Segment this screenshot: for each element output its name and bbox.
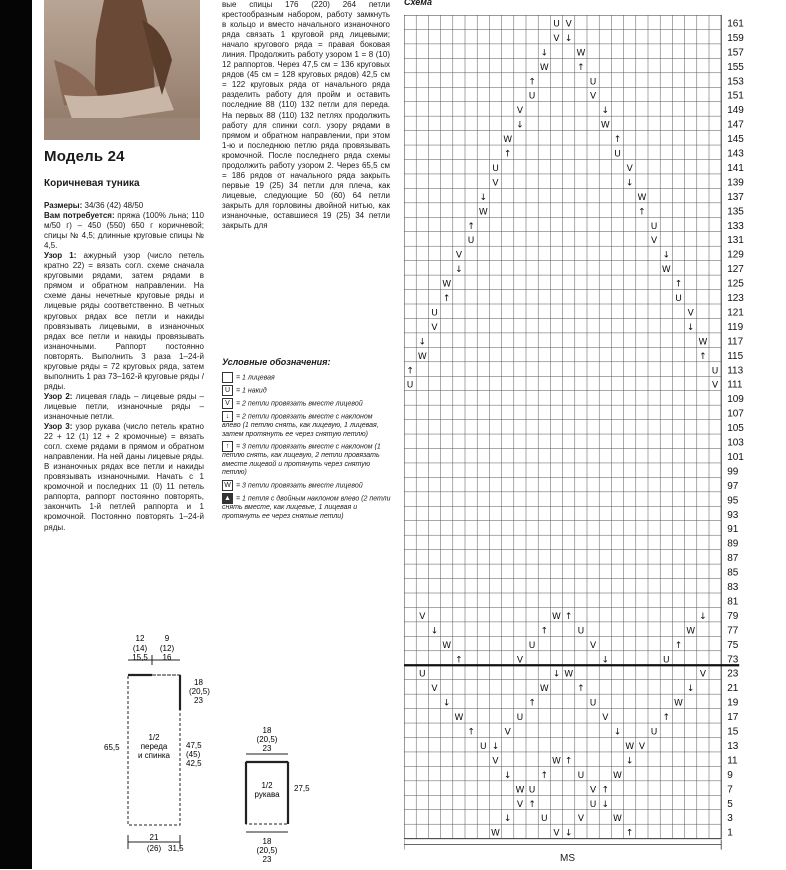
legend-item: V = 2 петли провязать вместе лицевой	[222, 398, 392, 409]
chart-symbol: W	[454, 713, 464, 724]
chart-symbol: U	[419, 669, 426, 680]
paragraph-pattern-3: Узор 3: узор рукава (число петель кратно 22 + 12 (1) 12 + 2 кромочные) = вязать согл. схеме рядами в прямом и обратном направлении. На ней даны лицевые ряды. В изнаночных рядах все петли и накиды провязывать изнаночными. Начать с 1 кромочной и последних 11 (0) 11 петель раппорта, раппорт постоянно повторять, закончить 1-й петлей раппорта и 1 кромочной. Постоянно повторять 1–24-й ряды.	[44, 422, 205, 532]
row-number: 113	[727, 365, 744, 377]
chart-symbol: W	[491, 828, 500, 839]
row-number: 91	[727, 524, 739, 536]
chart-symbol: W	[503, 135, 513, 146]
chart-symbol: ↓	[540, 48, 549, 59]
svg-text:(20,5): (20,5)	[189, 687, 210, 696]
row-number: 129	[727, 249, 744, 261]
chart-symbol: V	[590, 91, 597, 102]
row-number: 95	[727, 495, 739, 507]
legend-item: U = 1 накид	[222, 385, 392, 396]
row-number: 7	[727, 784, 733, 796]
chart-symbol: ↓	[430, 626, 439, 637]
chart-symbol: ↑	[467, 221, 475, 232]
instructions-column-1	[44, 201, 204, 533]
chart-symbol: ↓	[625, 178, 634, 189]
svg-text:18: 18	[194, 678, 203, 687]
svg-text:9: 9	[164, 634, 170, 643]
chart-symbol: ↑	[699, 351, 707, 362]
chart-symbol: U	[480, 741, 487, 752]
chart-symbol: ↓	[479, 192, 488, 203]
row-number: 151	[727, 90, 744, 102]
svg-text:65,5: 65,5	[104, 743, 120, 752]
svg-text:(20,5): (20,5)	[256, 846, 278, 855]
schema-label: Схема	[404, 0, 432, 7]
row-number: 125	[727, 278, 744, 290]
row-number: 101	[727, 451, 744, 463]
chart-symbol: U	[614, 149, 621, 160]
row-number: 17	[727, 712, 739, 724]
row-number: 121	[727, 307, 744, 319]
left-dark-bar	[0, 0, 32, 869]
row-number: 75	[727, 639, 739, 651]
chart-symbol: V	[602, 713, 609, 724]
chart-symbol: ↑	[406, 366, 414, 377]
chart-symbol: W	[539, 684, 549, 695]
chart-symbol: ↓	[503, 770, 512, 781]
chart-symbol: ↑	[601, 785, 610, 796]
svg-text:18: 18	[262, 726, 272, 735]
row-number: 99	[727, 466, 739, 478]
chart-symbol: ↑	[613, 135, 622, 146]
chart-symbol: ↑	[674, 279, 683, 290]
row-number: 87	[727, 553, 739, 565]
svg-text:12: 12	[135, 634, 145, 643]
chart-symbol: W	[698, 337, 708, 348]
row-number: 133	[727, 220, 744, 232]
chart-symbol: ↓	[699, 611, 707, 622]
svg-text:рукава: рукава	[254, 790, 280, 799]
chart-symbol: V	[626, 163, 633, 174]
chart-symbol: V	[419, 611, 426, 622]
row-number: 73	[727, 654, 739, 666]
chart-symbol: W	[600, 120, 610, 131]
row-number: 79	[727, 610, 739, 622]
chart-symbol: U	[467, 236, 475, 247]
row-number: 23	[727, 668, 739, 680]
row-number: 115	[727, 350, 744, 362]
chart-symbol: ↑	[442, 294, 451, 304]
row-number: 135	[727, 206, 744, 218]
chart-symbol: ↑	[625, 828, 634, 839]
chart-symbol: V	[651, 236, 658, 247]
svg-text:(26): (26)	[146, 844, 162, 853]
chart-symbol: ↓	[686, 322, 695, 333]
instructions-column-2: вые спицы 176 (220) 264 петли крестообразным набором, работу замкнуть в кольцо и вместо начального изнаночного ряда связать 1 круговой ряд лицевыми; начало кругового ряда = правая боковая линия. Продолжить работу узором 1 = 8 (10) 12 раппортов. Через 47,5 см = 136 круговых рядов (45 см = 128 круговых рядов) 42,5 см = 122 круговых ряда от начального ряда разделить работу для пройм и оставить последние 88 (110) 132 петли для переда. На первых 88 (110) 132 петлях продолжить работу для спинки согл. узору рядами в прямом и обратном направлении, при этом 1-ю и последнюю петлю ряда провязывать кромочной. После последнего ряда схемы продолжить работу узором 2. Через 65,5 см = 186 рядов от начального ряда закрыть первые 19 (25) 34 петли для плеча, как лицевые, следующие 50 (60) 64 петли закрыть для горловины двойной нитью, как изнаночные, оставшиеся 19 (25) 34 петли закрыть для	[222, 0, 390, 231]
garment-schematics	[60, 630, 320, 869]
chart-symbol: ↑	[564, 756, 573, 767]
chart-symbol: W	[613, 770, 622, 781]
chart-symbol: ↑	[662, 713, 671, 724]
row-number: 19	[727, 697, 739, 709]
chart-symbol: ↑	[577, 62, 585, 73]
chart-symbol: U	[516, 713, 524, 724]
row-number: 137	[727, 191, 744, 203]
row-number: 81	[727, 596, 739, 608]
row-number: 21	[727, 683, 739, 695]
chart-symbol: U	[577, 770, 585, 781]
chart-symbol: U	[650, 727, 658, 738]
knit-symbol-icon	[222, 372, 233, 383]
row-number: 3	[727, 813, 733, 825]
yarn-over-symbol-icon: U	[222, 385, 233, 396]
row-number: 145	[727, 134, 744, 146]
row-number: 107	[727, 408, 744, 420]
row-number: 105	[727, 423, 744, 435]
chart-symbol: U	[541, 814, 548, 825]
chart-symbol: ↑	[577, 684, 585, 695]
chart-symbol: W	[515, 785, 525, 796]
row-number: 13	[727, 740, 739, 752]
chart-symbol: U	[577, 626, 585, 637]
double-decrease-symbol-icon: ▲	[222, 493, 233, 504]
knitting-chart	[404, 15, 782, 870]
chart-symbol: U	[650, 221, 658, 232]
chart-symbol: U	[675, 294, 682, 304]
chart-symbol: ↓	[601, 655, 610, 666]
model-title: Модель 24	[44, 148, 125, 165]
svg-text:27,5: 27,5	[294, 784, 310, 793]
row-number: 1	[727, 827, 733, 839]
svg-text:1/2: 1/2	[148, 733, 160, 742]
svg-text:(20,5): (20,5)	[256, 735, 278, 744]
row-number: 123	[727, 293, 744, 304]
row-number: 83	[727, 582, 739, 593]
chart-symbol: V	[565, 19, 572, 30]
svg-text:42,5: 42,5	[186, 759, 202, 768]
chart-symbol: ↑	[564, 611, 573, 622]
chart-symbol: ↓	[455, 265, 463, 276]
chart-symbol: ↓	[442, 698, 451, 709]
chart-symbol: U	[553, 19, 560, 30]
chart-symbol: V	[638, 741, 645, 752]
row-number: 141	[727, 162, 744, 174]
svg-text:переда: переда	[140, 742, 168, 751]
svg-text:16: 16	[162, 653, 172, 662]
row-number: 153	[727, 76, 744, 88]
chart-symbol: V	[504, 727, 511, 738]
chart-symbol: ↓	[601, 106, 610, 117]
row-number: 5	[727, 798, 733, 810]
row-number: 131	[727, 235, 744, 247]
row-number: 89	[727, 538, 739, 550]
svg-text:(45): (45)	[186, 750, 201, 759]
chart-symbol: V	[553, 828, 560, 839]
chart-symbol: V	[590, 640, 597, 651]
chart-symbol: W	[674, 698, 683, 709]
row-number: 143	[727, 148, 744, 160]
legend-item: = 1 лицевая	[222, 372, 392, 383]
chart-symbol: U	[663, 655, 670, 666]
chart-symbol: ↑	[528, 799, 536, 810]
row-number: 11	[727, 755, 738, 767]
chart-symbol: ↑	[528, 698, 536, 709]
row-number: 85	[727, 567, 739, 579]
row-number: 9	[727, 769, 733, 781]
chart-symbol: ↓	[516, 120, 524, 131]
row-number: 97	[727, 480, 739, 492]
chart-symbol: V	[577, 814, 584, 825]
chart-symbol: U	[492, 163, 499, 174]
chart-symbol: ↓	[503, 814, 512, 825]
chart-symbol: V	[516, 655, 523, 666]
paragraph-pattern-2: Узор 2: лицевая гладь – лицевые ряды – лицевые петли, изнаночные ряды – изнаночные петли.	[44, 391, 205, 421]
chart-symbol: ↓	[552, 669, 561, 680]
chart-symbol: W	[613, 814, 622, 825]
chart-symbol: ↑	[540, 770, 549, 781]
svg-text:21: 21	[149, 833, 159, 842]
chart-symbol: W	[539, 62, 549, 73]
row-number: 119	[727, 321, 744, 333]
chart-symbol: V	[553, 33, 560, 44]
model-photo	[44, 0, 200, 140]
row-number: 149	[727, 105, 744, 117]
svg-text:15,5: 15,5	[132, 653, 148, 662]
svg-text:23: 23	[194, 696, 203, 705]
chart-symbol: ↑	[638, 207, 646, 218]
legend-item: ↑ = 3 петли провязать вместе с наклоном (1 петлю снять, как лицевую, 2 петли провязать вместе лицевой и протянуть через снятую петлю)	[222, 443, 381, 477]
row-number: 155	[727, 61, 744, 73]
chart-symbol: W	[637, 192, 647, 203]
chart-symbol: W	[564, 669, 574, 680]
legend-item: ▲ = 1 петля с двойным наклоном влево (2 петли снять вместе, как лицевые, 1 лицевая и протянуть ее через снятые петли)	[222, 494, 391, 520]
row-number: 111	[727, 379, 743, 391]
chart-symbol: U	[711, 366, 719, 377]
row-number: 93	[727, 509, 739, 521]
chart-symbol: V	[492, 756, 499, 767]
row-number: 109	[727, 394, 744, 406]
model-subtitle: Коричневая туника	[44, 178, 140, 189]
sk2p-symbol-icon: ↑	[222, 441, 233, 452]
chart-symbol: W	[478, 207, 488, 218]
chart-symbol: ↓	[564, 828, 573, 839]
chart-symbol: W	[442, 279, 452, 290]
row-number: 161	[727, 18, 744, 30]
svg-text:23: 23	[262, 744, 272, 753]
svg-text:31,5: 31,5	[168, 844, 184, 853]
chart-symbol: U	[589, 799, 597, 810]
chart-symbol: V	[590, 785, 597, 796]
chart-symbol: V	[455, 250, 462, 261]
chart-symbol: V	[516, 106, 523, 117]
chart-symbol: V	[492, 178, 499, 189]
chart-symbol: W	[417, 351, 427, 362]
chart-symbol: U	[431, 308, 438, 319]
chart-symbol: ↓	[613, 727, 622, 738]
row-number: 77	[727, 625, 739, 637]
chart-symbol: W	[686, 626, 696, 637]
chart-symbol: W	[442, 640, 452, 651]
svg-text:1/2: 1/2	[261, 781, 273, 790]
chart-symbol: ↓	[625, 756, 634, 767]
k3tog-symbol-icon: W	[222, 480, 233, 491]
legend-item: W = 3 петли провязать вместе лицевой	[222, 480, 392, 491]
chart-symbol: ↑	[467, 727, 475, 738]
row-number: 103	[727, 437, 744, 449]
row-number: 127	[727, 264, 744, 276]
chart-symbol: W	[552, 611, 561, 622]
chart-symbol: ↓	[418, 337, 427, 348]
row-number: 117	[727, 336, 744, 348]
ssk-symbol-icon: ↓	[222, 411, 233, 422]
chart-symbol: W	[552, 756, 561, 767]
ms-label: MS	[560, 853, 575, 864]
chart-symbol: ↓	[662, 250, 671, 261]
chart-symbol: ↑	[540, 626, 549, 637]
chart-symbol: V	[712, 380, 719, 391]
chart-symbol: U	[528, 640, 536, 651]
chart-symbol: U	[589, 77, 597, 88]
chart-symbol: ↓	[686, 684, 695, 695]
row-number: 15	[727, 726, 739, 738]
chart-symbol: U	[406, 380, 414, 391]
chart-symbol: ↑	[528, 77, 536, 88]
chart-symbol: V	[516, 799, 523, 810]
chart-symbol: ↑	[503, 149, 512, 160]
chart-symbol: V	[699, 669, 706, 680]
chart-symbol: V	[431, 322, 438, 333]
paragraph-materials: Вам потребуется: пряжа (100% льна; 110 м/50 г) – 450 (550) 650 г коричневой; спицы № 4,5; длинные круговые спицы № 4,5.	[44, 211, 204, 251]
chart-symbol: ↑	[455, 655, 463, 666]
chart-symbol: W	[625, 741, 635, 752]
legend-item: ↓ = 2 петли провязать вместе с наклоном влево (1 петлю снять, как лицевую, 1 лицевая, затем протянуть ее через снятую петлю)	[222, 413, 379, 438]
svg-text:(14): (14)	[132, 644, 148, 653]
row-number: 139	[727, 177, 744, 189]
chart-symbol: ↓	[491, 741, 500, 752]
chart-symbol: U	[589, 698, 597, 709]
svg-text:47,5: 47,5	[186, 741, 202, 750]
chart-symbol: V	[687, 308, 694, 319]
row-number: 157	[727, 47, 744, 59]
svg-text:(12): (12)	[159, 644, 175, 653]
chart-symbol: U	[528, 785, 536, 796]
chart-symbol: V	[431, 684, 438, 695]
svg-text:и спинка: и спинка	[137, 751, 171, 760]
legend-title: Условные обозначения:	[222, 357, 331, 367]
chart-symbol: W	[576, 48, 586, 59]
chart-symbol: ↓	[601, 799, 610, 810]
row-number: 159	[727, 32, 744, 44]
chart-symbol: U	[528, 91, 536, 102]
chart-symbol: ↓	[564, 33, 573, 44]
row-number: 147	[727, 119, 744, 131]
paragraph-pattern-1: Узор 1: ажурный узор (число петель кратно 22) = вязать согл. схеме сначала круговыми рядами, затем рядами в прямом и обратном направлении. На схеме даны нечетные круговые ряды и лицевые ряды соответственно. В четных круговых рядах все петли и накиды провязывать лицевыми, в изнаночных рядах все петли и накиды провязывать изнаночными. Раппорт постоянно повторять. Выполнить 3 раза 1–24-й круговые ряды = 72 круговых ряда, затем выполнить 1 раз 73–162-й круговые ряды /ряды.	[44, 251, 205, 391]
chart-symbol: ↑	[674, 640, 683, 651]
k2tog-symbol-icon: V	[222, 398, 233, 409]
legend	[222, 372, 392, 523]
paragraph-sizes: Размеры: 34/36 (42) 48/50	[44, 201, 144, 210]
svg-text:23: 23	[262, 855, 272, 864]
svg-text:18: 18	[262, 837, 272, 846]
chart-symbol: W	[661, 265, 671, 276]
